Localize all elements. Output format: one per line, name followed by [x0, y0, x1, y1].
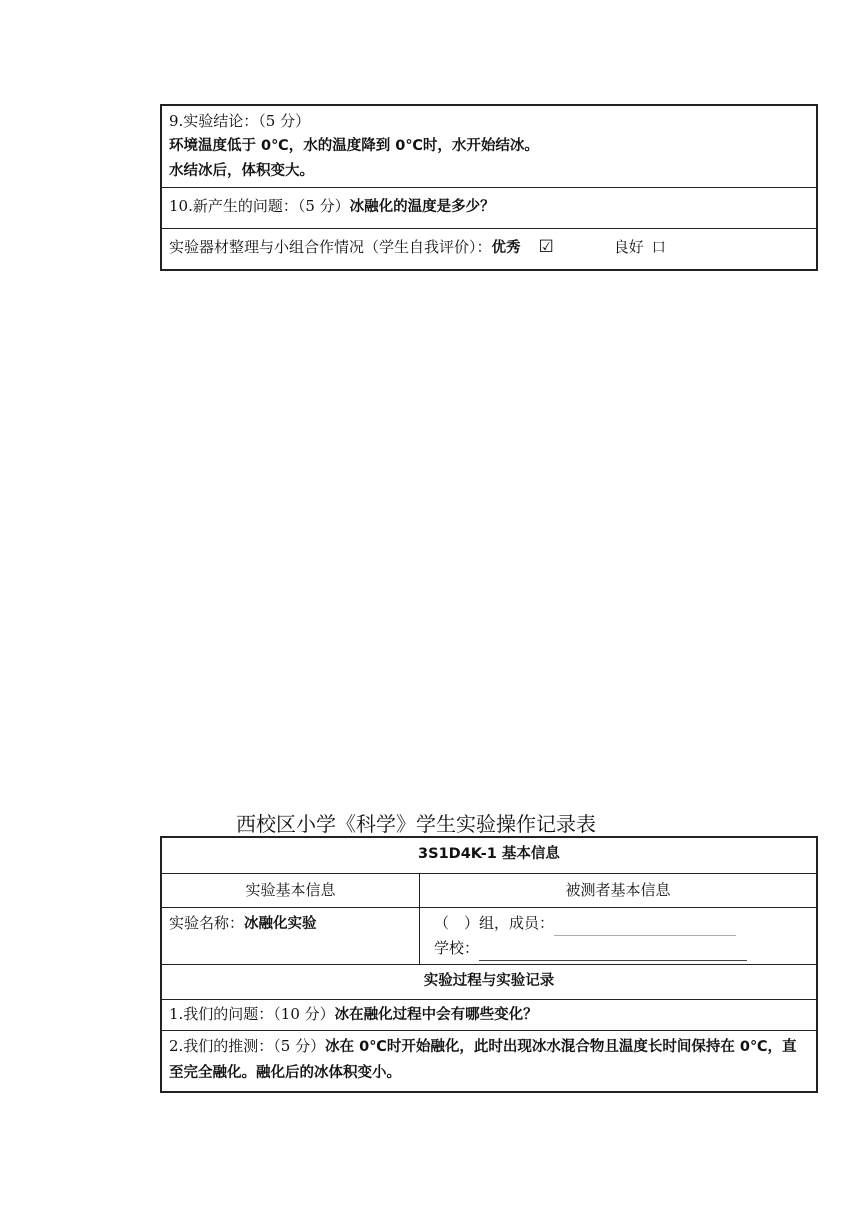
- evaluation-label: 实验器材整理与小组合作情况（学生自我评价）：: [169, 238, 492, 256]
- exp-name-value: 冰融化实验: [244, 916, 317, 932]
- question-2-answer: 冰在 0℃时开始融化，此时出现冰水混合物且温度长时间保持在 0℃，直至完全融化。融化后的冰体积变小。: [169, 1039, 797, 1081]
- conclusion-cell: [161, 105, 817, 188]
- new-question-cell: [161, 188, 817, 229]
- good-label: 良好: [613, 238, 644, 256]
- process-header: 实验过程与实验记录: [161, 965, 817, 1000]
- exp-info-header: 实验基本信息: [161, 874, 420, 908]
- school-label: 学校：: [434, 939, 480, 957]
- excellent-label: 优秀: [491, 240, 521, 256]
- evaluation-cell: [161, 229, 817, 271]
- record-table: [160, 836, 818, 1093]
- question-1-answer: 冰在融化过程中会有哪些变化？: [334, 1007, 538, 1023]
- question-1-row: [161, 1000, 817, 1031]
- question-1-label: 1.我们的问题：（10 分）: [169, 1005, 335, 1023]
- subject-info-cell: [420, 908, 818, 965]
- members-field[interactable]: [554, 919, 736, 936]
- exp-name-cell: [161, 908, 420, 965]
- group-label: （ ）组，成员：: [434, 914, 555, 932]
- new-question-label: 10.新产生的问题：（5 分）: [169, 197, 350, 215]
- question-1-cell: [161, 1000, 817, 1031]
- info-subheader-row: [161, 874, 817, 908]
- question-2-label: 2.我们的推测：（5 分）: [169, 1037, 326, 1055]
- new-question-answer: 冰融化的温度是多少？: [349, 199, 495, 215]
- question-2-row: [161, 1031, 817, 1093]
- page-title: 西校区小学《科学》学生实验操作记录表: [236, 812, 596, 836]
- info-detail-row: [161, 908, 817, 965]
- basic-info-header: 3S1D4K-1 基本信息: [161, 837, 817, 874]
- subject-info-header: 被测者基本信息: [420, 874, 818, 908]
- excellent-checkbox[interactable]: ☑: [538, 237, 554, 257]
- basic-info-header-row: [161, 837, 817, 874]
- conclusion-line-1: 环境温度低于 0℃，水的温度降到 0℃时，水开始结冰。: [169, 138, 539, 154]
- exp-name-label: 实验名称：: [169, 914, 245, 932]
- good-checkbox[interactable]: 口: [651, 240, 666, 256]
- process-header-row: [161, 965, 817, 1000]
- question-2-cell: [161, 1031, 817, 1093]
- conclusion-label: 9.实验结论：（5 分）: [169, 112, 311, 130]
- record-table-continued: [160, 104, 818, 271]
- school-field[interactable]: [479, 944, 747, 961]
- new-question-row: [161, 188, 817, 229]
- conclusion-line-2: 水结冰后，体积变大。: [169, 163, 314, 179]
- conclusion-row: [161, 105, 817, 188]
- evaluation-row: [161, 229, 817, 271]
